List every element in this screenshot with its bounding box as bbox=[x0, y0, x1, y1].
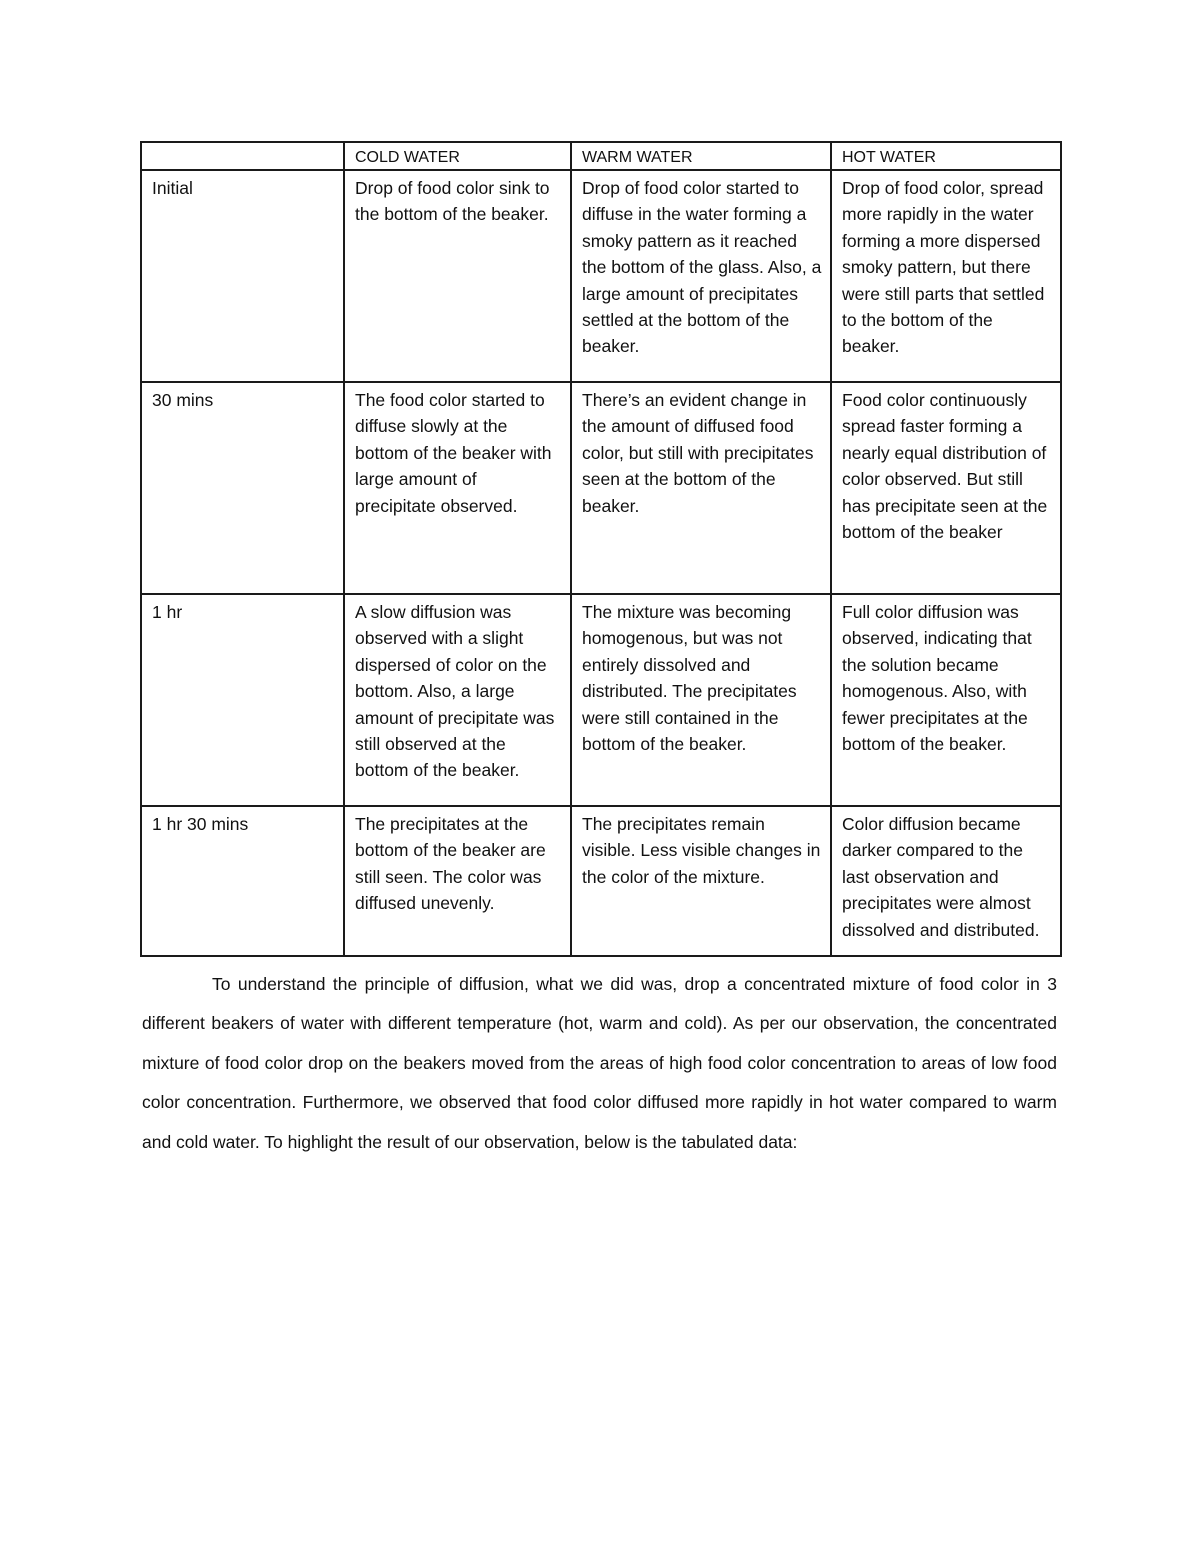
warm-cell: The precipitates remain visible. Less visible changes in the color of the mixture. bbox=[571, 806, 831, 956]
cold-cell: The precipitates at the bottom of the beaker are still seen. The color was diffused unevenly. bbox=[344, 806, 571, 956]
hot-cell: Full color diffusion was observed, indicating that the solution became homogenous. Also, with fewer precipitates at the bottom of the beaker. bbox=[831, 594, 1061, 806]
hot-cell: Drop of food color, spread more rapidly in the water forming a more dispersed smoky pattern, but there were still parts that settled to the bottom of the beaker. bbox=[831, 170, 1061, 382]
header-cold-water: COLD WATER bbox=[344, 142, 571, 170]
hot-cell: Food color continuously spread faster forming a nearly equal distribution of color observed. But still has precipitate seen at the bottom of the beaker bbox=[831, 382, 1061, 594]
table-row bbox=[141, 806, 1061, 956]
hot-cell: Color diffusion became darker compared to the last observation and precipitates were almost dissolved and distributed. bbox=[831, 806, 1061, 956]
time-cell: 1 hr 30 mins bbox=[141, 806, 344, 956]
summary-paragraph: To understand the principle of diffusion, what we did was, drop a concentrated mixture of food color in 3 different beakers of water with different temperature (hot, warm and cold). As per our observation, the concentrated mixture of food color drop on the beakers moved from the areas of high food color concentration to areas of low food color concentration. Furthermore, we observed that food color diffused more rapidly in hot water compared to warm and cold water. To highlight the result of our observation, below is the tabulated data: bbox=[142, 974, 1057, 1152]
time-cell: Initial bbox=[141, 170, 344, 382]
cold-cell: A slow diffusion was observed with a slight dispersed of color on the bottom. Also, a large amount of precipitate was still observed at the bottom of the beaker. bbox=[344, 594, 571, 806]
warm-cell: There’s an evident change in the amount of diffused food color, but still with precipitates seen at the bottom of the beaker. bbox=[571, 382, 831, 594]
time-cell: 1 hr bbox=[141, 594, 344, 806]
warm-cell: Drop of food color started to diffuse in the water forming a smoky pattern as it reached the bottom of the glass. Also, a large amount of precipitates settled at the bottom of the beaker. bbox=[571, 170, 831, 382]
table-row bbox=[141, 382, 1061, 594]
header-warm-water: WARM WATER bbox=[571, 142, 831, 170]
table-row bbox=[141, 594, 1061, 806]
header-empty-cell bbox=[141, 142, 344, 170]
table-header-row bbox=[141, 142, 1061, 170]
warm-cell: The mixture was becoming homogenous, but was not entirely dissolved and distributed. The precipitates were still contained in the bottom of the beaker. bbox=[571, 594, 831, 806]
time-cell: 30 mins bbox=[141, 382, 344, 594]
cold-cell: The food color started to diffuse slowly at the bottom of the beaker with large amount of precipitate observed. bbox=[344, 382, 571, 594]
table-row bbox=[141, 170, 1061, 382]
header-hot-water: HOT WATER bbox=[831, 142, 1061, 170]
observation-table bbox=[140, 141, 1062, 957]
cold-cell: Drop of food color sink to the bottom of the beaker. bbox=[344, 170, 571, 382]
